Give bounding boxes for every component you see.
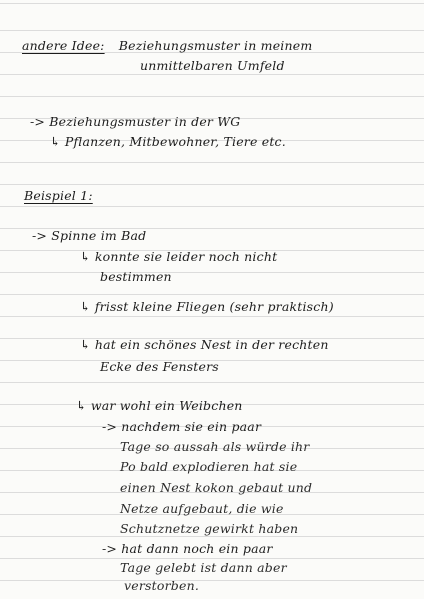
detail-1: -> nachdem sie ein paar (102, 419, 262, 434)
spider-point-4: ↳ war wohl ein Weibchen (76, 398, 243, 413)
spider-point-3: ↳ hat ein schönes Nest in der rechten (80, 337, 329, 352)
heading-line-2: unmittelbaren Umfeld (140, 58, 285, 73)
heading-line-1 (22, 38, 312, 54)
detail-1-cont-1: Tage so aussah als würde ihr (120, 439, 310, 454)
spider-point-1-cont: bestimmen (100, 269, 172, 284)
spider-line: -> Spinne im Bad (32, 228, 147, 243)
spider-point-2: ↳ frisst kleine Fliegen (sehr praktisch) (80, 299, 334, 314)
wg-examples-line: ↳ Pflanzen, Mitbewohner, Tiere etc. (50, 134, 286, 149)
wg-patterns-line: -> Beziehungsmuster in der WG (30, 114, 241, 129)
detail-1-cont-2: Po bald explodieren hat sie (120, 459, 298, 474)
spider-point-1: ↳ konnte sie leider noch nicht (80, 249, 278, 264)
heading-label: andere Idee: (22, 38, 105, 53)
example-heading: Beispiel 1: (24, 188, 93, 203)
detail-2-cont-2: verstorben. (124, 578, 199, 593)
detail-1-cont-5: Schutznetze gewirkt haben (120, 521, 299, 536)
heading-text-1: Beziehungsmuster in meinem (118, 38, 313, 53)
detail-2-cont-1: Tage gelebt ist dann aber (120, 560, 287, 575)
detail-2: -> hat dann noch ein paar (102, 541, 273, 556)
detail-1-cont-3: einen Nest kokon gebaut und (120, 480, 313, 495)
spider-point-3-cont: Ecke des Fensters (100, 359, 219, 374)
detail-1-cont-4: Netze aufgebaut, die wie (120, 501, 284, 516)
